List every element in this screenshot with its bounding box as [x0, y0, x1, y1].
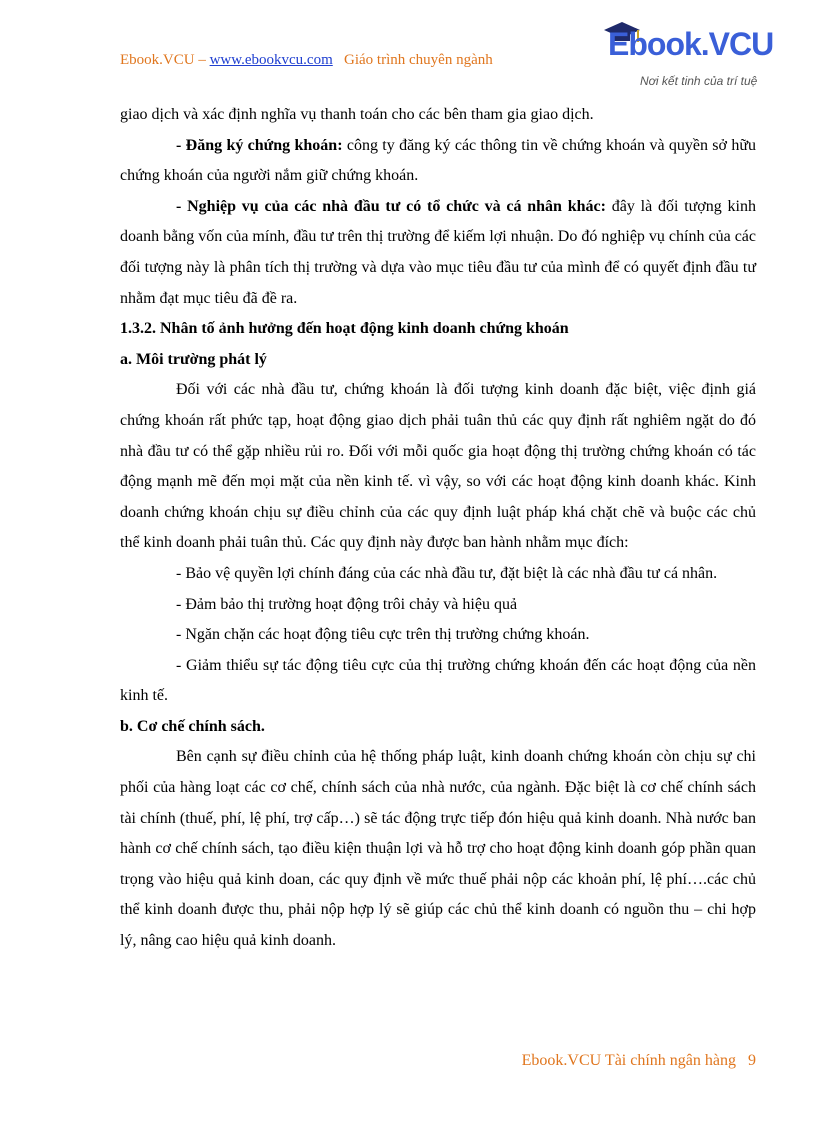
page-number: 9 — [748, 1052, 756, 1069]
header-link[interactable]: www.ebookvcu.com — [209, 52, 333, 68]
page-header — [120, 52, 493, 69]
header-brand: Ebook.VCU – — [120, 52, 210, 68]
section-heading: 1.3.2. Nhân tố ảnh hưởng đến hoạt động kinh doanh chứng khoán — [120, 320, 569, 338]
paragraph: Bên cạnh sự điều chỉnh của hệ thống pháp luật, kinh doanh chứng khoán còn chịu sự chi phối của hàng loạt các cơ chế, chính sách của nhà nước, của ngành. Đặc biệt là cơ chế chính sách tài chính (thuế, phí, lệ phí, trợ cấp…) sẽ tác động trực tiếp đón hiệu quả kinh doanh. Nhà nước ban hành cơ chế chính sách, tạo điều kiện thuận lợi và hỗ trợ cho hoạt động kinh doanh góp phần quan trọng vào hiệu quả kinh doan, các quy định về mức thuế phải nộp các khoản phí, lệ phí….các chủ thể kinh doanh được thu, phải nộp hợp lý sẽ giúp các chủ thể kinh doanh có nguồn thu – chi hợp lý, nâng cao hiệu quả kinh doanh. — [120, 748, 756, 950]
bullet-item: - Giảm thiểu sự tác động tiêu cực của thị trường chứng khoán đến các hoạt động của nền kinh tế. — [120, 656, 756, 705]
paragraph: Đối với các nhà đầu tư, chứng khoán là đối tượng kinh doanh đặc biệt, việc định giá chứng khoán rất phức tạp, hoạt động giao dịch phải tuân thủ các quy định rất nghiêm ngặt do đó nhà đầu tư có thể gặp nhiều rủi ro. Đối với mỗi quốc gia hoạt động thị trường chứng khoán có tác động mạnh mẽ đến mọi mặt của nền kinh tế. vì vậy, so với các hoạt động kinh doanh khác. Kinh doanh chứng khoán chịu sự điều chỉnh của các quy định luật pháp khá chặt chẽ và buộc các chủ thể kinh doanh phải tuân thủ. Các quy định này được ban hành nhằm mục đích: — [120, 381, 756, 552]
logo-brand: Ebook.VCU — [608, 26, 774, 62]
bullet-item: - Bảo vệ quyền lợi chính đáng của các nhà đầu tư, đặt biệt là các nhà đầu tư cá nhân. — [176, 564, 718, 582]
page-body — [120, 100, 756, 957]
subsection-heading: b. Cơ chế chính sách. — [120, 717, 265, 735]
ebookvcu-logo — [600, 18, 780, 96]
bullet-item: - Ngăn chặn các hoạt động tiêu cực trên thị trường chứng khoán. — [176, 626, 590, 644]
paragraph: - Đăng ký chứng khoán: công ty đăng ký các thông tin về chứng khoán và quyền sở hữu chứng khoán của người nắm giữ chứng khoán. — [120, 136, 757, 185]
subsection-heading: a. Môi trường phát lý — [120, 350, 267, 368]
term: - Nghiệp vụ của các nhà đầu tư có tổ chức và cá nhân khác: — [176, 197, 606, 215]
paragraph: giao dịch và xác định nghĩa vụ thanh toán cho các bên tham gia giao dịch. — [120, 106, 594, 123]
term: - Đăng ký chứng khoán: — [176, 136, 343, 154]
footer-text: Ebook.VCU Tài chính ngân hàng — [521, 1052, 736, 1069]
page-footer — [522, 1052, 756, 1070]
header-subtitle: Giáo trình chuyên ngành — [344, 52, 493, 68]
paragraph: - Nghiệp vụ của các nhà đầu tư có tổ chức và cá nhân khác: đây là đối tượng kinh doanh bằng vốn của mính, đầu tư trên thị trường để kiếm lợi nhuận. Do đó nghiệp vụ chính của các đối tượng này là phân tích thị trường và dựa vào mục tiêu đầu tư của mình để có quyết định đầu tư nhằm đạt mục tiêu đã đề ra. — [120, 197, 756, 307]
bullet-item: - Đảm bảo thị trường hoạt động trôi chảy và hiệu quả — [176, 595, 518, 613]
logo-slogan: Nơi kết tinh của trí tuệ — [640, 74, 758, 88]
